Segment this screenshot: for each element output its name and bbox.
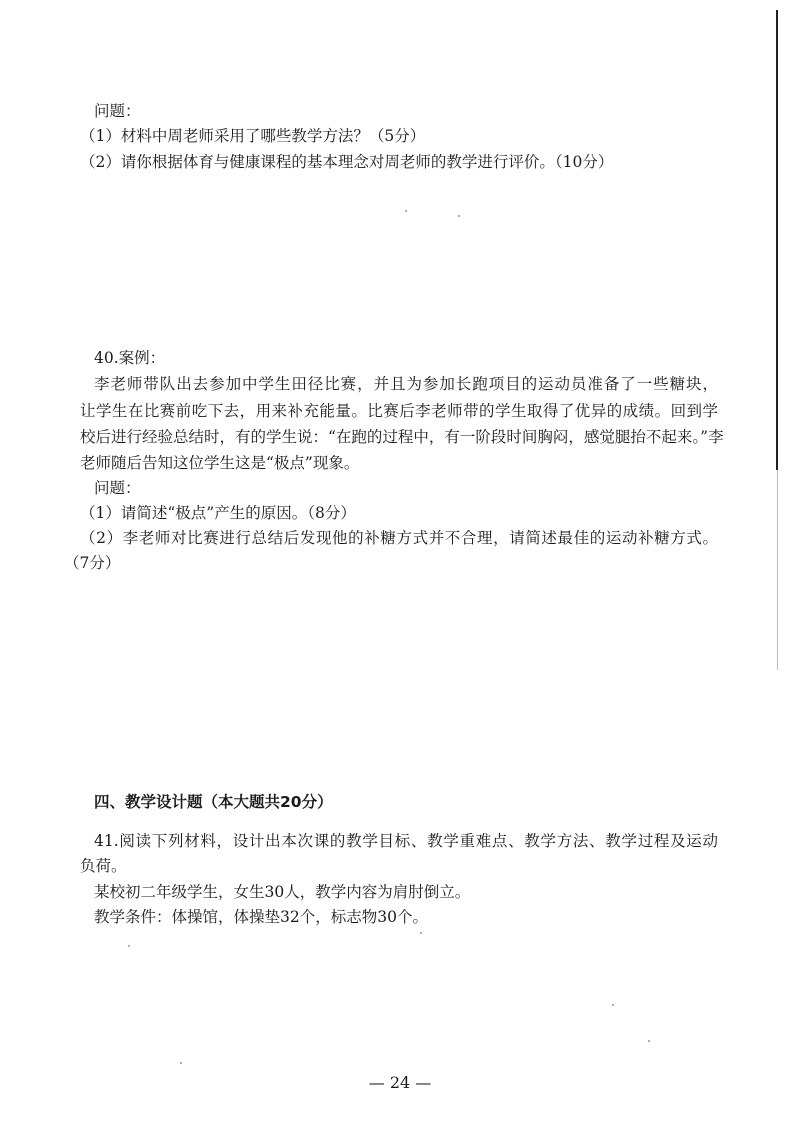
section-heading: 四、教学设计题（本大题共20分） xyxy=(94,793,333,811)
q40-case-line-4: 老师随后告知这位学生这是“极点”现象。 xyxy=(80,454,360,472)
q39-question-label: 问题： xyxy=(94,102,141,120)
q40-title: 40.案例： xyxy=(94,349,166,367)
scan-speck xyxy=(405,210,407,212)
binding-edge-faint-line xyxy=(777,470,778,670)
page-number: — 24 — xyxy=(368,1073,432,1092)
scan-speck xyxy=(180,1062,182,1064)
q41-line-2: 负荷。 xyxy=(80,857,127,875)
q40-item-2: （2）李老师对比赛进行总结后发现他的补糖方式并不合理，请简述最佳的运动补糖方式。 xyxy=(80,529,718,547)
q40-case-line-3: 校后进行经验总结时，有的学生说：“在跑的过程中，有一阶段时间胸闷，感觉腿抬不起来。”李 xyxy=(80,428,724,446)
q39-item-1: （1）材料中周老师采用了哪些教学方法？（5分） xyxy=(80,127,426,145)
q41-material-1: 某校初二年级学生，女生30人，教学内容为肩肘倒立。 xyxy=(94,883,471,901)
binding-edge-line xyxy=(776,10,778,470)
q40-question-label: 问题： xyxy=(94,479,141,497)
scan-speck xyxy=(648,1040,650,1042)
scan-speck xyxy=(420,932,422,934)
q41-material-2: 教学条件：体操馆，体操垫32个，标志物30个。 xyxy=(94,908,428,926)
q40-item-2-score: （7分） xyxy=(64,554,121,572)
q39-item-2: （2）请你根据体育与健康课程的基本理念对周老师的教学进行评价。（10分） xyxy=(80,153,614,171)
q40-case-line-2: 让学生在比赛前吃下去，用来补充能量。比赛后李老师带的学生取得了优异的成绩。回到学 xyxy=(80,402,718,420)
scan-speck xyxy=(458,215,460,217)
scan-speck xyxy=(612,1004,614,1006)
q40-case-line-1: 李老师带队出去参加中学生田径比赛，并且为参加长跑项目的运动员准备了一些糖块， xyxy=(94,375,718,393)
q41-line-1: 41.阅读下列材料，设计出本次课的教学目标、教学重难点、教学方法、教学过程及运动 xyxy=(94,832,718,850)
q40-item-1: （1）请简述“极点”产生的原因。（8分） xyxy=(80,504,356,522)
scan-speck xyxy=(128,945,130,947)
